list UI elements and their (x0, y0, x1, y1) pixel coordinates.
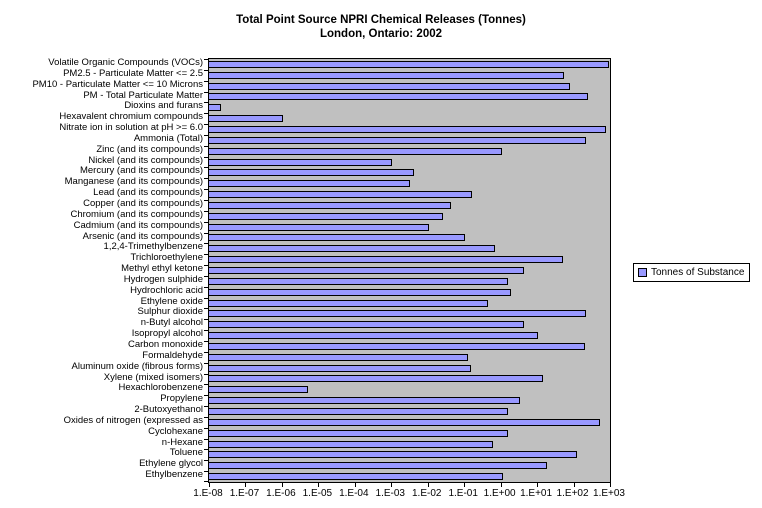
bar (209, 300, 488, 307)
category-axis-tick (204, 298, 208, 299)
category-axis-tick (204, 124, 208, 125)
bar (209, 451, 577, 458)
bar (209, 93, 588, 100)
bar (209, 430, 508, 437)
category-label: Manganese (and its compounds) (64, 176, 203, 188)
category-axis-tick (204, 276, 208, 277)
value-axis-tick (318, 483, 319, 487)
category-axis-tick (204, 481, 208, 482)
bar (209, 267, 524, 274)
value-axis-tick (391, 483, 392, 487)
chart-title-line1: Total Point Source NPRI Chemical Releases (Tonnes) (236, 14, 526, 26)
bar (209, 72, 564, 79)
category-axis-tick (204, 428, 208, 429)
category-label: PM - Total Particulate Matter (83, 89, 203, 101)
bar (209, 408, 508, 415)
category-label: Carbon monoxide (128, 339, 203, 350)
category-label: n-Hexane (161, 436, 203, 448)
bar (209, 375, 543, 382)
category-label: Ethylene glycol (139, 458, 203, 470)
category-axis-tick (204, 406, 208, 407)
category-label: Mercury (and its compounds) (79, 165, 203, 177)
bar (209, 213, 443, 220)
category-axis-tick (204, 243, 208, 244)
category-axis-tick (204, 211, 208, 212)
category-label: PM2.5 - Particulate Matter <= 2.5 (63, 67, 203, 79)
category-axis-tick (204, 265, 208, 266)
category-label: Sulphur dioxide (137, 306, 203, 318)
category-label: Formaldehyde (142, 349, 203, 361)
category-axis-tick (204, 254, 208, 255)
legend-label: Tonnes of Substance (651, 267, 745, 278)
value-axis-tick-label: 1.E+01 (520, 488, 553, 499)
category-label: Xylene (mixed isomers) (103, 371, 203, 383)
category-axis-tick (204, 189, 208, 190)
bar (209, 159, 392, 166)
category-axis-tick (204, 471, 208, 472)
category-label: Hydrochloric acid (130, 284, 203, 296)
category-label: Nickel (and its compounds) (88, 154, 203, 166)
category-axis-tick (204, 157, 208, 158)
bar (209, 245, 495, 252)
bar (209, 289, 511, 296)
category-label: Dioxins and furans (124, 100, 203, 112)
value-axis-tick-label: 1.E+00 (483, 488, 516, 499)
value-axis-tick-label: 1.E+03 (593, 488, 625, 499)
category-axis-tick (204, 113, 208, 114)
bar (209, 83, 570, 90)
category-axis-tick (204, 81, 208, 82)
bar (209, 441, 493, 448)
value-axis-tick-label: 1.E-02 (411, 488, 442, 499)
bar (209, 191, 472, 198)
chart-title-line2: London, Ontario: 2002 (319, 28, 443, 40)
bar (209, 115, 283, 122)
bar (209, 310, 586, 317)
bar (209, 278, 508, 285)
category-label: Hexachlorobenzene (118, 382, 203, 394)
category-label: PM10 - Particulate Matter <= 10 Microns (32, 78, 203, 90)
plot-area (208, 58, 611, 483)
category-axis-tick (204, 200, 208, 201)
bar (209, 61, 609, 68)
value-axis-tick-label: 1.E-01 (448, 488, 478, 499)
bar (209, 256, 563, 263)
category-axis-tick (204, 233, 208, 234)
value-axis-tick-label: 1.E-03 (375, 488, 405, 499)
bar (209, 202, 451, 209)
value-axis-tick (610, 483, 611, 487)
category-axis-tick (204, 70, 208, 71)
value-axis-tick-label: 1.E+02 (556, 488, 589, 499)
category-label: Chromium (and its compounds) (70, 208, 203, 220)
category-axis-tick (204, 341, 208, 342)
bar (209, 365, 471, 372)
category-label: Ethylbenzene (145, 469, 203, 481)
category-label: Cadmium (and its compounds) (73, 219, 203, 231)
value-axis-tick (537, 483, 538, 487)
category-axis-tick (204, 395, 208, 396)
category-label: Aluminum oxide (fibrous forms) (71, 360, 203, 372)
category-label: Propylene (160, 393, 203, 405)
category-axis-tick (204, 167, 208, 168)
category-label: Isopropyl alcohol (131, 328, 203, 340)
category-axis-tick (204, 352, 208, 353)
bar (209, 473, 503, 480)
category-axis-tick (204, 460, 208, 461)
category-label: Hexavalent chromium compounds (59, 111, 203, 123)
category-label: Zinc (and its compounds) (96, 143, 203, 155)
category-axis-tick (204, 287, 208, 288)
bar (209, 180, 410, 187)
value-axis-tick (574, 483, 575, 487)
category-axis-tick (204, 384, 208, 385)
value-axis-tick (209, 483, 210, 487)
category-label: Nitrate ion in solution at pH >= 6.0 (59, 122, 203, 134)
category-axis-tick (204, 102, 208, 103)
bar (209, 419, 600, 426)
value-axis-tick (282, 483, 283, 487)
category-label: 2-Butoxyethanol (134, 404, 203, 416)
category-label: Ethylene oxide (140, 295, 203, 307)
category-axis-tick (204, 319, 208, 320)
category-axis-tick (204, 146, 208, 147)
category-label: Oxides of nitrogen (expressed as (63, 414, 203, 426)
bar (209, 332, 538, 339)
value-axis-tick (464, 483, 465, 487)
category-label: Toluene (169, 447, 203, 459)
bar (209, 224, 429, 231)
legend-swatch-icon (638, 268, 647, 277)
category-label: Trichloroethylene (130, 252, 203, 264)
category-label: Volatile Organic Compounds (VOCs) (48, 57, 203, 68)
category-label: Arsenic (and its compounds) (82, 230, 203, 242)
value-axis-tick (355, 483, 356, 487)
category-axis-tick (204, 222, 208, 223)
value-axis-tick-label: 1.E-05 (302, 488, 333, 499)
bar (209, 343, 585, 350)
chart-title (0, 13, 762, 41)
value-axis-tick (428, 483, 429, 487)
value-axis-tick (501, 483, 502, 487)
value-axis-tick-label: 1.E-07 (229, 488, 260, 499)
category-label: Methyl ethyl ketone (121, 263, 203, 275)
category-label: Lead (and its compounds) (93, 187, 203, 199)
category-label: Hydrogen sulphide (123, 273, 203, 285)
value-axis-labels (193, 488, 625, 502)
bar (209, 354, 468, 361)
bar (209, 104, 221, 111)
bar (209, 386, 308, 393)
bar (209, 126, 606, 133)
bar (209, 462, 547, 469)
value-axis-tick (245, 483, 246, 487)
category-axis-labels (0, 58, 203, 481)
value-axis-tick-label: 1.E-04 (339, 488, 369, 499)
category-axis-tick (204, 417, 208, 418)
bar (209, 397, 520, 404)
bar (209, 137, 586, 144)
value-axis-tick-label: 1.E-08 (193, 488, 223, 499)
category-axis-tick (204, 135, 208, 136)
category-axis-tick (204, 374, 208, 375)
category-axis-tick (204, 363, 208, 364)
category-label: Copper (and its compounds) (83, 198, 203, 209)
bar (209, 148, 502, 155)
category-axis-tick (204, 449, 208, 450)
category-axis-tick (204, 59, 208, 60)
category-label: 1,2,4-Trimethylbenzene (103, 241, 203, 253)
category-axis-tick (204, 178, 208, 179)
category-label: Ammonia (Total) (133, 132, 203, 144)
category-axis-tick (204, 330, 208, 331)
category-label: n-Butyl alcohol (140, 317, 203, 329)
bar (209, 321, 524, 328)
bar (209, 169, 414, 176)
category-label: Cyclohexane (148, 425, 203, 437)
legend (633, 263, 750, 282)
category-axis-tick (204, 308, 208, 309)
bar (209, 234, 465, 241)
category-axis-tick (204, 92, 208, 93)
value-axis-tick-label: 1.E-06 (266, 488, 296, 499)
category-axis-tick (204, 439, 208, 440)
